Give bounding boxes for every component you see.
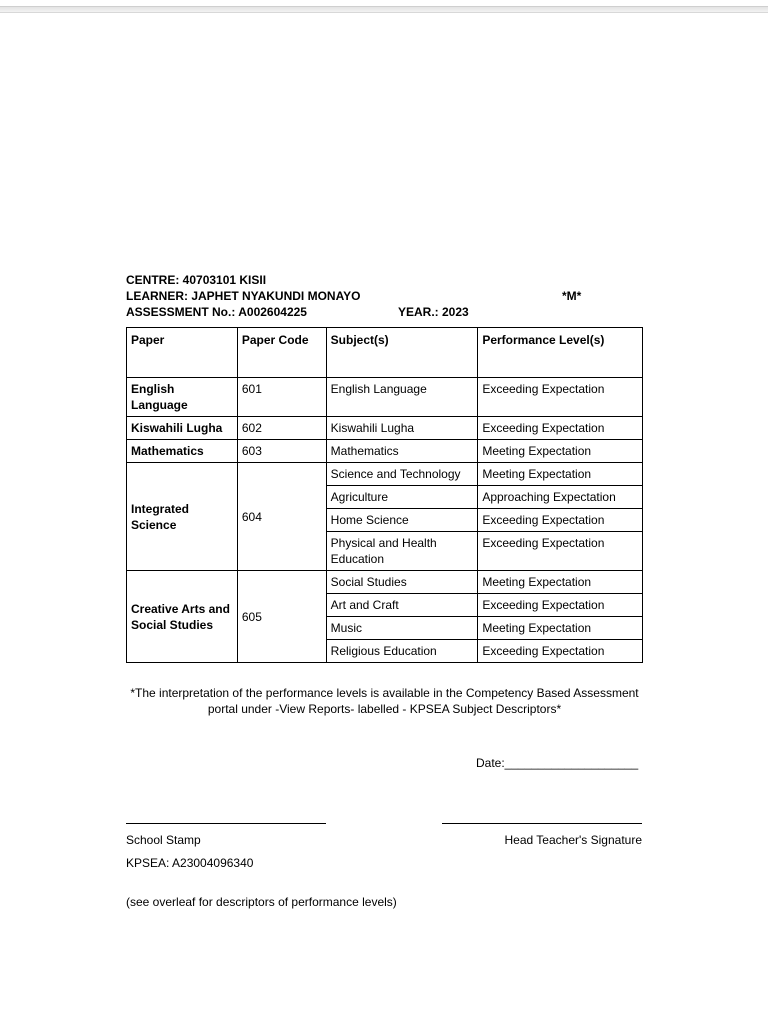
centre-line: CENTRE: 40703101 KISII: [126, 273, 267, 287]
performance-level: Approaching Expectation: [478, 486, 643, 509]
subject-cell: Social Studies: [326, 571, 478, 594]
table-row: [127, 440, 643, 463]
viewer-top-bar: [0, 6, 768, 13]
year-line: YEAR.: 2023: [398, 305, 469, 319]
table-row: [127, 378, 643, 417]
gender-mark: *M*: [562, 289, 582, 303]
performance-level: Exceeding Expectation: [478, 417, 643, 440]
paper-code: 601: [237, 378, 326, 417]
performance-level: Meeting Expectation: [478, 617, 643, 640]
subject-cell: Agriculture: [326, 486, 478, 509]
performance-level: Meeting Expectation: [478, 571, 643, 594]
table-row: [127, 417, 643, 440]
subject-cell: Physical and Health Education: [326, 532, 478, 571]
table-header-row: [127, 328, 643, 378]
column-header: Subject(s): [326, 328, 478, 378]
interpretation-note: *The interpretation of the performance levels is available in the Competency Based Assessment portal under -View Reports- labelled - KPSEA Subject Descriptors*: [130, 686, 639, 716]
paper-name: Creative Arts and Social Studies: [127, 571, 238, 663]
subject-cell: Religious Education: [326, 640, 478, 663]
performance-level: Exceeding Expectation: [478, 509, 643, 532]
performance-level: Exceeding Expectation: [478, 532, 643, 571]
paper-name: Kiswahili Lugha: [127, 417, 238, 440]
performance-level: Meeting Expectation: [478, 463, 643, 486]
school-stamp-line: [126, 823, 326, 824]
paper-name: English Language: [127, 378, 238, 417]
results-table: [126, 327, 643, 663]
performance-level: Exceeding Expectation: [478, 378, 643, 417]
head-teacher-signature-label: Head Teacher's Signature: [504, 833, 642, 847]
subject-cell: Music: [326, 617, 478, 640]
performance-level: Exceeding Expectation: [478, 594, 643, 617]
assessment-number: ASSESSMENT No.: A002604225: [126, 305, 307, 319]
paper-name: Mathematics: [127, 440, 238, 463]
subject-cell: Science and Technology: [326, 463, 478, 486]
paper-code: 605: [237, 571, 326, 663]
subject-cell: English Language: [326, 378, 478, 417]
paper-name: Integrated Science: [127, 463, 238, 571]
subject-cell: Home Science: [326, 509, 478, 532]
subject-cell: Art and Craft: [326, 594, 478, 617]
table-row: [127, 571, 643, 594]
performance-level: Meeting Expectation: [478, 440, 643, 463]
overleaf-note: (see overleaf for descriptors of performance levels): [126, 895, 397, 909]
table-row: [127, 463, 643, 486]
paper-code: 602: [237, 417, 326, 440]
school-stamp-label: School Stamp: [126, 833, 201, 847]
subject-cell: Kiswahili Lugha: [326, 417, 478, 440]
column-header: Performance Level(s): [478, 328, 643, 378]
column-header: Paper: [127, 328, 238, 378]
subject-cell: Mathematics: [326, 440, 478, 463]
paper-code: 604: [237, 463, 326, 571]
performance-level: Exceeding Expectation: [478, 640, 643, 663]
learner-line: LEARNER: JAPHET NYAKUNDI MONAYO: [126, 289, 361, 303]
column-header: Paper Code: [237, 328, 326, 378]
kpsea-number: KPSEA: A23004096340: [126, 856, 254, 870]
date-field: Date:____________________: [476, 756, 639, 770]
signature-line: [442, 823, 642, 824]
paper-code: 603: [237, 440, 326, 463]
